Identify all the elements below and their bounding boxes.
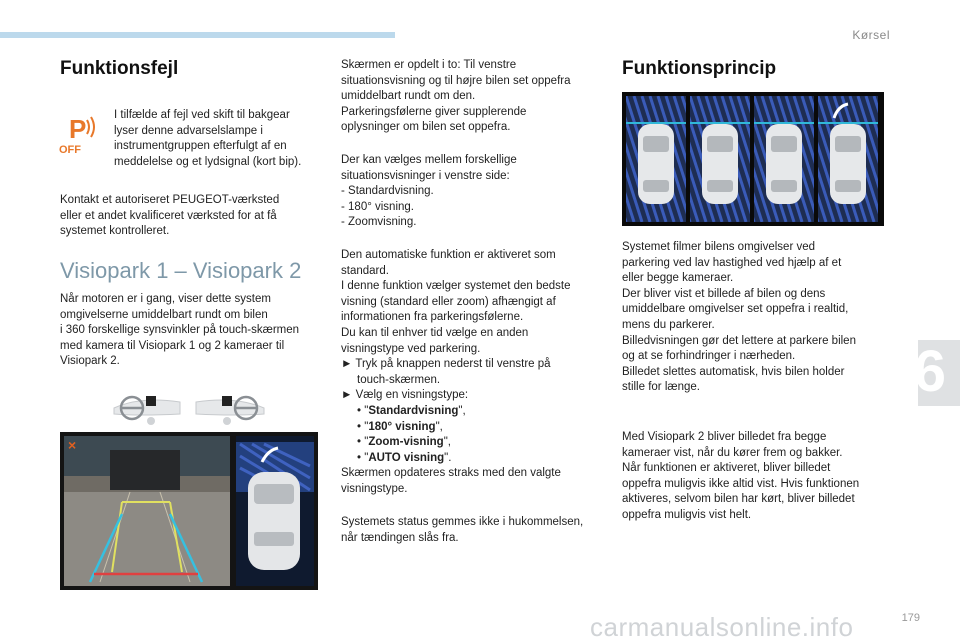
- reversing-camera-screen: [60, 432, 318, 590]
- view-item: - Zoomvisning.: [341, 216, 417, 229]
- step-bullet-icon: ►: [341, 389, 353, 402]
- principle-paragraph: Systemet filmer bilens omgivelser ved parkering ved lav hastighed ved hjælp af et eller begge kameraer. Der bliver vist et billede af bilen og dens umiddelbare omgivelser set oppefra i realtid, mens du parkerer. Billedvisningen gør det lettere at parkere bilen og at se forhindringer i nærheden. Billedet slettes automatisk, hvis bilen holder stille for længe.: [622, 241, 856, 394]
- top-accent-bar: [0, 32, 395, 38]
- chapter-number: 6: [913, 339, 946, 404]
- step-bullet-icon: ►: [341, 358, 353, 371]
- auto-function-paragraph: Den automatiske funktion er aktiveret som standard. I denne funktion vælger systemet den bedste visning (standard eller zoom) afhængigt af informationen fra parkeringsfølerne. Du kan til enhver tid vælge en anden visningstype ved parkering. ► Tryk på knappen nederst til venstre på touch-skærmen. ► Vælg en visningstype: • "Standardvisning", • "180° visning", • "Zoom-visning", • "AUTO visning". Skærmen opdateres straks med den valgte visningstype.: [341, 249, 571, 495]
- visiopark2-paragraph: Med Visiopark 2 bliver billedet fra begge kameraer vist, når du kører frem og bakker. Når funktionen er aktiveret, bliver billedet oppefra muligvis ikke altid vist. Hvis funktionen aktiveres, selvom bilen har kørt, bliver billedet oppefra muligvis vist helt.: [622, 431, 860, 521]
- footer-watermark: carmanualsonline.info: [590, 612, 854, 642]
- heading-funktionsfejl: Funktionsfejl: [60, 58, 179, 79]
- warning-off-label: OFF: [59, 144, 81, 156]
- screen-split-paragraph: Skærmen er opdelt i to: Til venstre situationsvisning og til højre bilen set oppefra umiddelbart rundt om den. Parkeringsfølerne giver supplerende oplysninger om bilen set oppefra.: [341, 59, 571, 134]
- heading-funktionsprincip: Funktionsprincip: [622, 58, 777, 79]
- parking-warning-icon: [57, 112, 101, 156]
- view-item: - Standardvisning.: [341, 185, 434, 198]
- engine-paragraph: Når motoren er i gang, viser dette system omgivelserne umiddelbart rundt om bilen i 360 forskellige synsvinkler på touch-skærmen med kamera til Visiopark 1 og 2 kameraer til Visiopark 2.: [60, 293, 300, 368]
- section-label: Kørsel: [852, 28, 890, 42]
- heading-visiopark: Visiopark 1 – Visiopark 2: [60, 258, 302, 283]
- views-paragraph: Der kan vælges mellem forskellige situationsvisninger i venstre side: - Standardvisning. - 180° visning. - Zoomvisning.: [341, 153, 611, 231]
- view-item: - 180° visning.: [341, 200, 414, 213]
- memory-paragraph: Systemets status gemmes ikke i hukommelsen, når tændingen slås fra.: [341, 516, 584, 544]
- top-view-parking-illustration: [622, 92, 884, 226]
- svg-text:P: P: [69, 114, 87, 144]
- page-number: 179: [901, 612, 920, 624]
- svg-text:×: ×: [68, 437, 77, 453]
- contact-paragraph: Kontakt et autoriseret PEUGEOT-værksted eller et andet kvalificeret værksted for at få systemet kontrolleret.: [60, 194, 280, 238]
- camera-mirror-illustration: [110, 394, 270, 428]
- warning-paragraph: I tilfælde af fejl ved skift til bakgear lyser denne advarselslampe i instrumentgruppen efterfulgt af en meddelelse og et lydsignal (kort bip).: [114, 109, 302, 168]
